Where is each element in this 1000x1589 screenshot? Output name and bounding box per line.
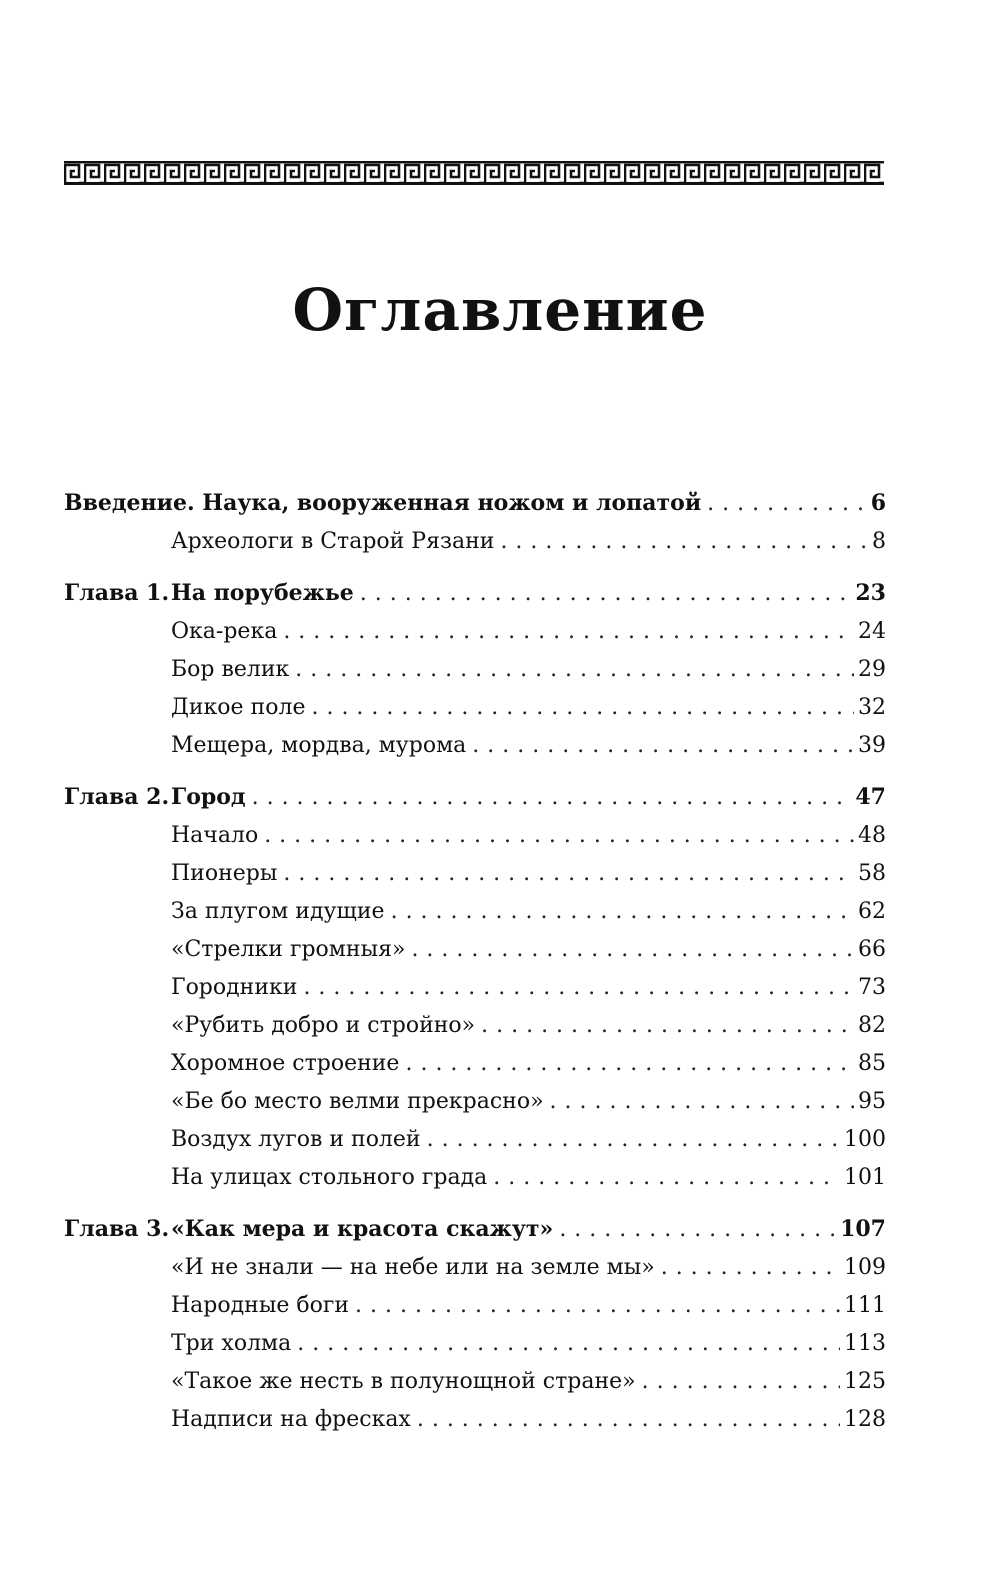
greek-key-ornament — [64, 159, 884, 187]
toc-entry[interactable] — [64, 1249, 886, 1287]
page-number: 111 — [844, 1293, 886, 1318]
chapter-label: Глава 2. — [64, 784, 170, 810]
chapter-label: Глава 1. — [64, 580, 170, 606]
dot-leader — [500, 523, 868, 561]
toc-entry[interactable] — [64, 613, 886, 651]
dot-leader — [360, 575, 852, 613]
toc-entry[interactable] — [64, 727, 886, 765]
dot-leader — [355, 1287, 840, 1325]
page-number: 95 — [858, 1089, 886, 1114]
dot-leader — [283, 613, 854, 651]
page-number: 29 — [858, 657, 886, 682]
toc-entry[interactable] — [64, 1363, 886, 1401]
page-number: 73 — [858, 975, 886, 1000]
page-number: 58 — [858, 861, 886, 886]
toc-entry[interactable] — [64, 1083, 886, 1121]
dot-leader — [411, 931, 854, 969]
toc-entry-title: Надписи на фресках — [171, 1401, 417, 1439]
dot-leader — [550, 1083, 854, 1121]
toc-entry-title: Начало — [171, 817, 264, 855]
page-title: Оглавление — [292, 276, 708, 344]
dot-leader — [642, 1363, 840, 1401]
toc-entry[interactable] — [64, 1045, 886, 1083]
dot-leader — [427, 1121, 840, 1159]
toc-entry-title: За плугом идущие — [171, 893, 391, 931]
chapter-title: «Как мера и красота скажут» — [171, 1210, 559, 1248]
page-number: 109 — [844, 1255, 886, 1280]
toc-entry-title: «Рубить добро и стройно» — [171, 1007, 481, 1045]
toc-entry[interactable] — [64, 969, 886, 1007]
toc-entry-title: Три холма — [171, 1325, 297, 1363]
toc-chapter-row[interactable] — [64, 778, 886, 817]
page-number: 128 — [844, 1407, 886, 1432]
toc-entry[interactable] — [64, 893, 886, 931]
page-number: 6 — [870, 490, 886, 516]
toc-entry-title: Дикое поле — [171, 689, 311, 727]
dot-leader — [252, 779, 852, 817]
toc-entry-title: «Такое же несть в полунощной стране» — [171, 1363, 642, 1401]
page-number: 113 — [844, 1331, 886, 1356]
page-number: 62 — [858, 899, 886, 924]
chapter-label: Глава 3. — [64, 1216, 170, 1242]
dot-leader — [311, 689, 854, 727]
dot-leader — [295, 651, 854, 689]
toc-entry-title: Ока-река — [171, 613, 283, 651]
dot-leader — [707, 485, 867, 523]
page-number: 66 — [858, 937, 886, 962]
toc-entry[interactable] — [64, 817, 886, 855]
toc-entry[interactable] — [64, 1287, 886, 1325]
toc-entry[interactable] — [64, 1007, 886, 1045]
dot-leader — [481, 1007, 854, 1045]
toc-entry-title: Мещера, мордва, мурома — [171, 727, 472, 765]
toc-chapter-row[interactable] — [64, 1210, 886, 1249]
toc-entry[interactable] — [64, 651, 886, 689]
toc-entry-title: Народные боги — [171, 1287, 355, 1325]
page-number: 82 — [858, 1013, 886, 1038]
table-of-contents — [64, 484, 886, 1439]
page-number: 125 — [844, 1369, 886, 1394]
page-number: 48 — [858, 823, 886, 848]
toc-entry[interactable] — [64, 1401, 886, 1439]
toc-entry-title: Воздух лугов и полей — [171, 1121, 427, 1159]
page-number: 107 — [840, 1216, 886, 1242]
toc-intro-row[interactable] — [64, 484, 886, 523]
toc-entry[interactable] — [64, 855, 886, 893]
toc-chapter-row[interactable] — [64, 574, 886, 613]
dot-leader — [472, 727, 854, 765]
toc-entry[interactable] — [64, 1325, 886, 1363]
toc-intro-label: Введение. Наука, вооруженная ножом и лопатой — [64, 490, 702, 516]
dot-leader — [264, 817, 854, 855]
page-number: 24 — [858, 619, 886, 644]
dot-leader — [493, 1159, 840, 1197]
page-number: 23 — [855, 580, 886, 606]
page-number: 101 — [844, 1165, 886, 1190]
toc-entry[interactable] — [64, 931, 886, 969]
toc-entry[interactable] — [64, 523, 886, 561]
page-number: 39 — [858, 733, 886, 758]
page-number: 85 — [858, 1051, 886, 1076]
toc-entry-title: Городники — [171, 969, 303, 1007]
toc-entry[interactable] — [64, 1159, 886, 1197]
toc-entry-title: «Бе бо место велми прекрасно» — [171, 1083, 550, 1121]
dot-leader — [297, 1325, 840, 1363]
toc-entry[interactable] — [64, 689, 886, 727]
toc-entry-title: Хоромное строение — [171, 1045, 405, 1083]
toc-entry-title: Археологи в Старой Рязани — [171, 523, 500, 561]
toc-entry-title: Бор велик — [171, 651, 295, 689]
dot-leader — [559, 1211, 836, 1249]
dot-leader — [661, 1249, 840, 1287]
page-number: 32 — [858, 695, 886, 720]
page-number: 8 — [872, 529, 886, 554]
dot-leader — [405, 1045, 854, 1083]
dot-leader — [391, 893, 854, 931]
chapter-title: Город — [171, 778, 252, 816]
dot-leader — [417, 1401, 840, 1439]
toc-entry-title: «Стрелки громныя» — [171, 931, 411, 969]
dot-leader — [303, 969, 854, 1007]
page-number: 47 — [855, 784, 886, 810]
page-number: 100 — [844, 1127, 886, 1152]
toc-entry-title: «И не знали — на небе или на земле мы» — [171, 1249, 661, 1287]
chapter-title: На порубежье — [171, 574, 360, 612]
toc-entry[interactable] — [64, 1121, 886, 1159]
toc-entry-title: На улицах стольного града — [171, 1159, 493, 1197]
dot-leader — [283, 855, 854, 893]
toc-entry-title: Пионеры — [171, 855, 283, 893]
